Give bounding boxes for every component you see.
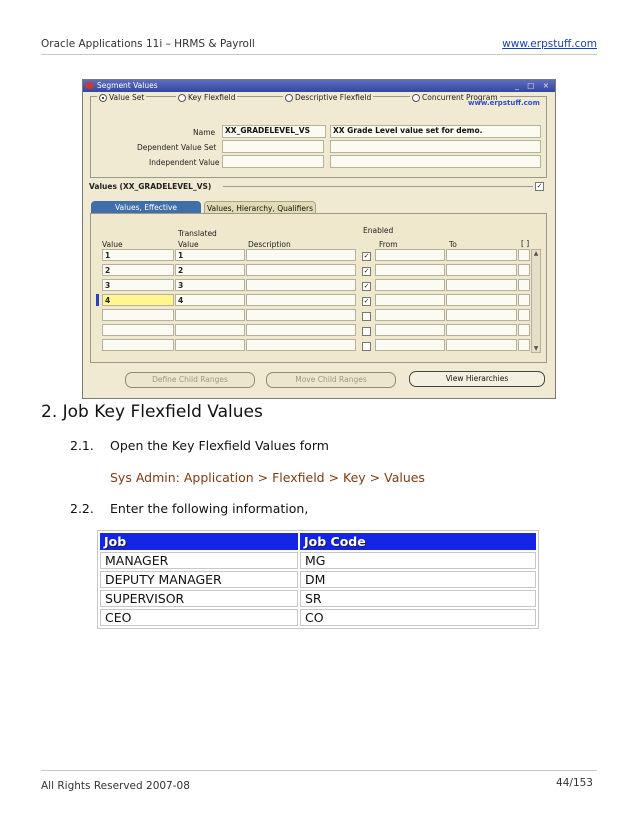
section-title: 2. Job Key Flexfield Values	[41, 402, 263, 422]
to-cell[interactable]	[446, 279, 517, 291]
window-controls[interactable]: _ □ ×	[515, 81, 552, 90]
table-row	[100, 590, 536, 607]
from-cell[interactable]	[375, 264, 445, 276]
values-divider	[223, 186, 533, 187]
description-cell[interactable]	[246, 324, 356, 336]
ext-cell[interactable]	[518, 294, 530, 306]
to-cell[interactable]	[446, 294, 517, 306]
from-cell[interactable]	[375, 309, 445, 321]
job-header: Job	[100, 533, 298, 550]
translated-cell[interactable]	[175, 339, 245, 351]
to-cell[interactable]	[446, 324, 517, 336]
scroll-up-icon[interactable]: ▲	[533, 250, 539, 257]
window-titlebar	[83, 80, 555, 92]
independent-desc-field[interactable]	[330, 155, 541, 168]
job-table	[97, 530, 539, 629]
define-child-ranges-button[interactable]: Define Child Ranges	[125, 372, 255, 388]
radio-descriptive-flexfield[interactable]: Descriptive Flexfield	[283, 93, 373, 102]
col-translated-value: Value	[178, 240, 199, 249]
col-ext: [ ]	[521, 239, 530, 248]
header-link[interactable]: www.erpstuff.com	[502, 38, 597, 50]
translated-cell[interactable]: 3	[175, 279, 245, 291]
job-cell: SUPERVISOR	[100, 590, 298, 607]
header-title: Oracle Applications 11i – HRMS & Payroll	[41, 38, 255, 50]
rows-scrollbar[interactable]	[531, 249, 541, 353]
value-cell[interactable]: 3	[102, 279, 174, 291]
page-number: 44/153	[556, 777, 593, 789]
radio-value-set[interactable]: Value Set	[97, 93, 146, 102]
to-cell[interactable]	[446, 249, 517, 261]
oracle-icon	[85, 82, 94, 89]
navigation-path: Sys Admin: Application > Flexfield > Key > Values	[110, 470, 425, 485]
description-cell[interactable]	[246, 294, 356, 306]
move-child-ranges-button[interactable]: Move Child Ranges	[266, 372, 396, 388]
view-hierarchies-button[interactable]: View Hierarchies	[409, 371, 545, 387]
ext-cell[interactable]	[518, 339, 530, 351]
segment-values-window	[82, 79, 556, 399]
step-number: 2.1.	[70, 438, 94, 453]
col-translated: Translated	[178, 229, 217, 238]
job-code-cell: MG	[300, 552, 536, 569]
table-row	[100, 609, 536, 626]
to-cell[interactable]	[446, 264, 517, 276]
step-number: 2.2.	[70, 501, 94, 516]
ext-cell[interactable]	[518, 279, 530, 291]
translated-cell[interactable]	[175, 324, 245, 336]
scroll-down-icon[interactable]: ▼	[533, 345, 539, 352]
watermark: www.erpstuff.com	[468, 99, 540, 107]
job-cell: DEPUTY MANAGER	[100, 571, 298, 588]
col-description: Description	[248, 240, 291, 249]
tab-values-hierarchy[interactable]: Values, Hierarchy, Qualifiers	[204, 201, 316, 216]
col-to: To	[449, 240, 457, 249]
description-cell[interactable]	[246, 279, 356, 291]
step-text: Enter the following information,	[110, 501, 309, 516]
enabled-checkbox[interactable]: ✓	[363, 282, 370, 290]
to-cell[interactable]	[446, 339, 517, 351]
from-cell[interactable]	[375, 279, 445, 291]
values-checkbox[interactable]: ✓	[536, 182, 543, 190]
step-text: Open the Key Flexfield Values form	[110, 438, 329, 453]
dependent-label: Dependent Value Set	[137, 143, 217, 152]
col-enabled: Enabled	[363, 226, 394, 235]
enabled-checkbox[interactable]: ✓	[363, 297, 370, 305]
value-cell[interactable]: 2	[102, 264, 174, 276]
values-section-title: Values (XX_GRADELEVEL_VS)	[89, 182, 212, 191]
job-code-header: Job Code	[300, 533, 536, 550]
dependent-field[interactable]	[222, 140, 324, 153]
col-from: From	[379, 240, 398, 249]
enabled-checkbox[interactable]: ✓	[363, 252, 370, 260]
name-field[interactable]: XX_GRADELEVEL_VS	[222, 125, 326, 138]
description-cell[interactable]	[246, 309, 356, 321]
translated-cell[interactable]: 4	[175, 294, 245, 306]
job-code-cell: SR	[300, 590, 536, 607]
ext-cell[interactable]	[518, 264, 530, 276]
job-cell: CEO	[100, 609, 298, 626]
value-cell[interactable]	[102, 324, 174, 336]
enabled-checkbox[interactable]	[362, 312, 371, 321]
description-cell[interactable]	[246, 264, 356, 276]
description-field[interactable]: XX Grade Level value set for demo.	[330, 125, 541, 138]
ext-cell[interactable]	[518, 324, 530, 336]
copyright: All Rights Reserved 2007-08	[41, 780, 190, 792]
value-cell[interactable]: 4	[102, 294, 174, 306]
ext-cell[interactable]	[518, 309, 530, 321]
page-footer	[41, 770, 597, 795]
independent-field[interactable]	[222, 155, 324, 168]
page-header	[41, 34, 597, 55]
window-title: Segment Values	[97, 81, 158, 90]
table-row	[100, 571, 536, 588]
from-cell[interactable]	[375, 339, 445, 351]
job-code-cell: DM	[300, 571, 536, 588]
current-record-indicator	[96, 294, 99, 306]
description-cell[interactable]	[246, 339, 356, 351]
table-row	[100, 552, 536, 569]
value-cell[interactable]	[102, 339, 174, 351]
col-value: Value	[102, 240, 123, 249]
name-label: Name	[193, 128, 216, 137]
enabled-checkbox[interactable]: ✓	[363, 267, 370, 275]
enabled-checkbox[interactable]	[362, 327, 371, 336]
job-table-header	[100, 533, 536, 550]
from-cell[interactable]	[375, 249, 445, 261]
description-cell[interactable]	[246, 249, 356, 261]
from-cell[interactable]	[375, 324, 445, 336]
tab-values-effective[interactable]: Values, Effective	[91, 201, 201, 214]
job-cell: MANAGER	[100, 552, 298, 569]
ext-cell[interactable]	[518, 249, 530, 261]
dependent-desc-field[interactable]	[330, 140, 541, 153]
translated-cell[interactable]: 2	[175, 264, 245, 276]
independent-label: Independent Value	[149, 158, 220, 167]
from-cell[interactable]	[375, 294, 445, 306]
translated-cell[interactable]	[175, 309, 245, 321]
enabled-checkbox[interactable]	[362, 342, 371, 351]
translated-cell[interactable]: 1	[175, 249, 245, 261]
value-cell[interactable]	[102, 309, 174, 321]
value-cell[interactable]: 1	[102, 249, 174, 261]
to-cell[interactable]	[446, 309, 517, 321]
radio-concurrent-program[interactable]: Concurrent Program	[410, 93, 500, 102]
job-code-cell: CO	[300, 609, 536, 626]
radio-key-flexfield[interactable]: Key Flexfield	[176, 93, 237, 102]
